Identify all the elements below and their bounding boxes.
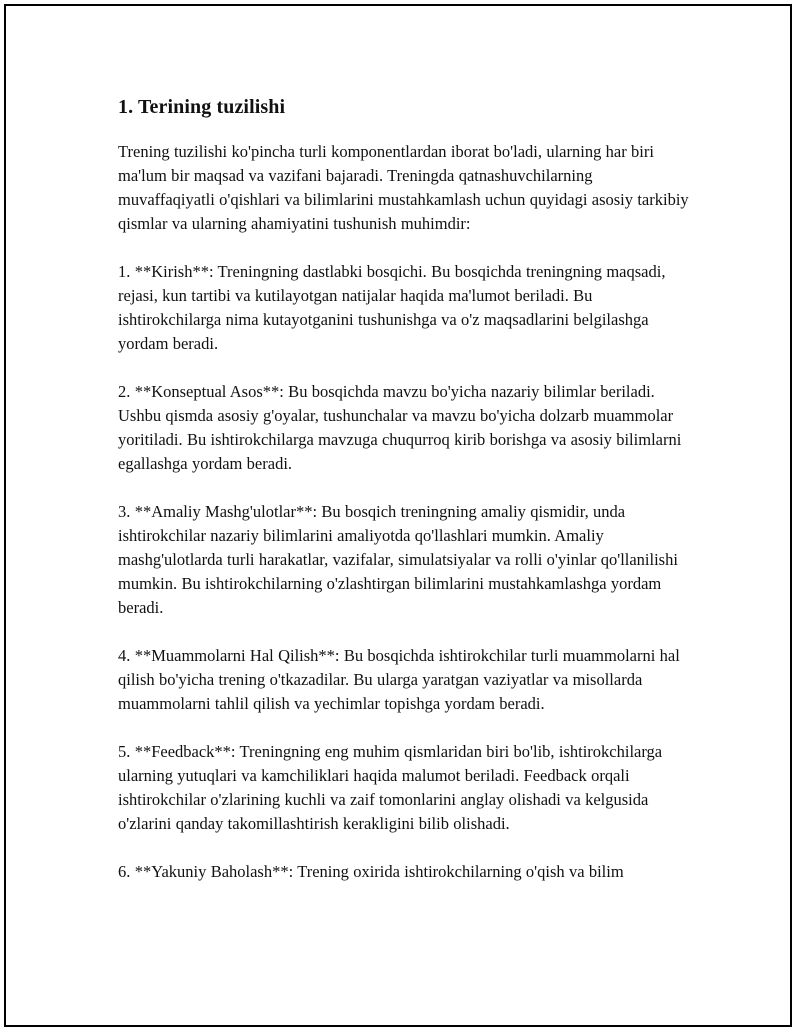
document-body [118, 94, 690, 908]
item-kirish-paragraph: 1. **Kirish**: Treningning dastlabki bosqichi. Bu bosqichda treningning maqsadi, rejasi, kun tartibi va kutilayotgan natijalar haqida ma'lumot beriladi. Bu ishtirokchilarga nima kutayotganini tushunishga va o'z maqsadlarini belgilashga yordam beradi. [118, 262, 666, 353]
item-konseptual-asos-paragraph: 2. **Konseptual Asos**: Bu bosqichda mavzu bo'yicha nazariy bilimlar beriladi. Ushbu qismda asosiy g'oyalar, tushunchalar va mavzu bo'yicha dolzarb muammolar yoritiladi. Bu ishtirokchilarga mavzuga chuqurroq kirib borishga va asosiy bilimlarni egallashga yordam beradi. [118, 382, 682, 473]
item-yakuniy-baholash-paragraph: 6. **Yakuniy Baholash**: Trening oxirida ishtirokchilarning o'qish va bilim [118, 862, 624, 881]
item-muammolarni-hal-qilish-paragraph: 4. **Muammolarni Hal Qilish**: Bu bosqichda ishtirokchilar turli muammolarni hal qilish bo'yicha trening o'tkazadilar. Bu ularga yaratgan vaziyatlar va misollarda muammolarni tahlil qilish va yechimlar topishga yordam beradi. [118, 646, 680, 713]
item-feedback-paragraph: 5. **Feedback**: Treningning eng muhim qismlaridan biri bo'lib, ishtirokchilarga ularning yutuqlari va kamchiliklari haqida malumot beriladi. Feedback orqali ishtirokchilar o'zlarining kuchli va zaif tomonlarini anglay olishadi va kelgusida o'zlarini qanday takomillashtirish kerakligini bilib olishadi. [118, 742, 663, 833]
item-amaliy-mashgulotlar-paragraph: 3. **Amaliy Mashg'ulotlar**: Bu bosqich treningning amaliy qismidir, unda ishtirokchilar nazariy bilimlarini amaliyotda qo'llashlari mumkin. Amaliy mashg'ulotlarda turli harakatlar, vazifalar, simulatsiyalar va rolli o'yinlar qo'llanilishi mumkin. Bu ishtirokchilarning o'zlashtirgan bilimlarini mustahkamlashga yordam beradi. [118, 502, 678, 617]
section-heading: 1. Terining tuzilishi [118, 96, 286, 118]
intro-paragraph: Trening tuzilishi ko'pincha turli komponentlardan iborat bo'ladi, ularning har biri ma'lum bir maqsad va vazifani bajaradi. Treningda qatnashuvchilarning muvaffaqiyatli o'qishlari va bilimlarini mustahkamlash uchun quyidagi asosiy tarkibiy qismlar va ularning ahamiyatini tushunish muhimdir: [118, 142, 689, 233]
